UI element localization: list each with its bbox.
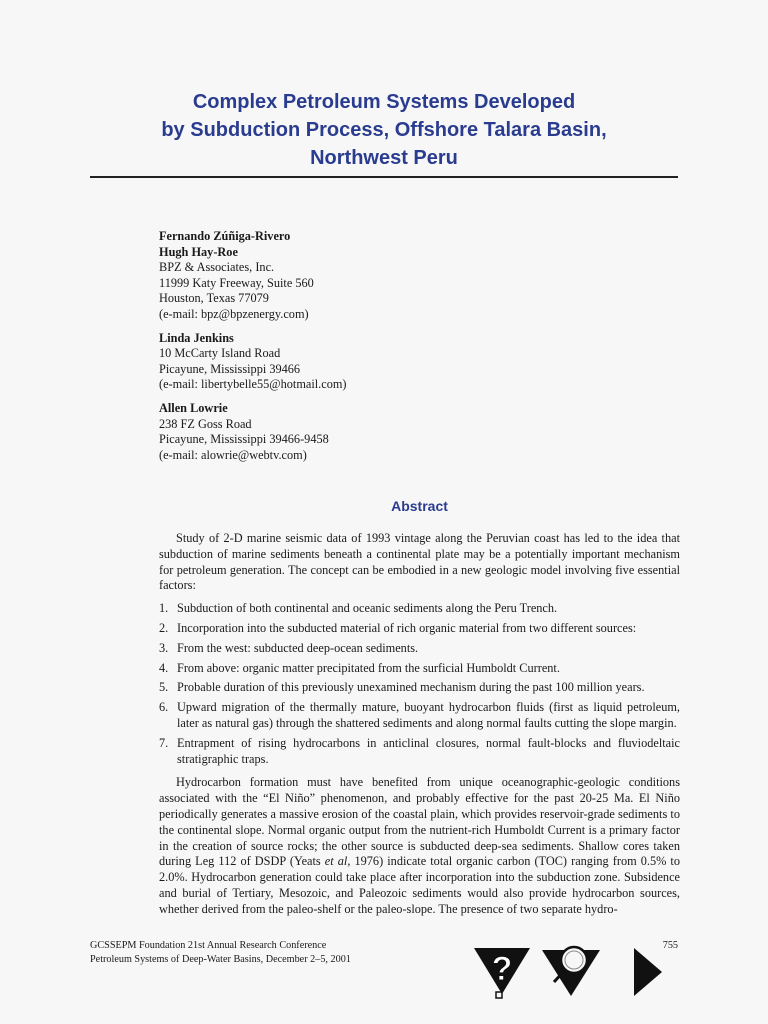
abstract-body (159, 531, 680, 918)
conference-details: Petroleum Systems of Deep-Water Basins, December 2–5, 2001 (90, 954, 351, 965)
list-number: 1. (159, 601, 169, 616)
list-number: 5. (159, 680, 169, 695)
list-text: Incorporation into the subducted material of rich organic material from two different sources: (177, 620, 637, 635)
abstract-paragraph (159, 775, 680, 917)
address-line: 10 McCarty Island Road (159, 346, 281, 361)
email-line: (e-mail: bpz@bpzenergy.com) (159, 306, 309, 321)
list-text: Upward migration of the thermally mature, buoyant hydrocarbon fluids (first as liquid petroleum, later as natural gas) through the shattered sediments and along normal faults cutting the slope margin. (177, 700, 680, 730)
author-group (159, 331, 619, 393)
abstract-intro: Study of 2-D marine seismic data of 1993 vintage along the Peruvian coast has led to the idea that subduction of marine sediments beneath a continental plate may be a potentially important mechanism for petroleum generation. The concept can be embodied in a new geologic model involving five essential factors: (159, 531, 680, 593)
list-text: From the west: subducted deep-ocean sediments. (177, 640, 419, 655)
list-item (159, 700, 680, 732)
affiliation-line: BPZ & Associates, Inc. (159, 260, 275, 275)
svg-text:?: ? (491, 950, 513, 988)
list-item (159, 641, 680, 657)
paragraph-text: Hydrocarbon formation must have benefited from unique oceanographic-geologic conditions associated with the “El Niño” phenomenon, and probably effective for the past 20-25 Ma. El Niño periodically generates a massive erosion of the coastal plain, which provides reservoir-grade sediments to the continental slope. Normal organic output from the nutrient-rich Humboldt Current is a primary factor in the creation of source rocks; the other source is subducted deep-sea sediments. Shallow cores taken during Leg 112 of DSDP (Yeats (159, 775, 680, 869)
address-line: 11999 Katy Freeway, Suite 560 (159, 275, 314, 290)
list-number: 2. (159, 620, 169, 635)
list-number: 4. (159, 660, 169, 675)
author-block (159, 229, 619, 471)
conference-name: GCSSEPM Foundation 21st Annual Research Conference (90, 940, 327, 951)
list-item (159, 601, 680, 617)
title-line: by Subduction Process, Offshore Talara Basin, (161, 119, 607, 141)
list-text: Probable duration of this previously unexamined mechanism during the past 100 million years. (177, 680, 645, 695)
author-name: Linda Jenkins (159, 330, 234, 345)
list-item (159, 680, 680, 696)
address-line: 238 FZ Goss Road (159, 416, 252, 431)
list-text: Subduction of both continental and oceanic sediments along the Peru Trench. (177, 601, 558, 616)
email-line: (e-mail: alowrie@webtv.com) (159, 447, 307, 462)
list-item (159, 621, 680, 637)
email-line: (e-mail: libertybelle55@hotmail.com) (159, 377, 347, 392)
author-group (159, 401, 619, 463)
address-line: Picayune, Mississippi 39466-9458 (159, 432, 329, 447)
search-icon[interactable] (540, 942, 602, 1002)
next-page-icon[interactable] (628, 944, 668, 1002)
author-name: Fernando Zúñiga-Rivero (159, 229, 291, 243)
list-item (159, 736, 680, 768)
title-line: Complex Petroleum Systems Developed (192, 91, 576, 113)
list-text: Entrapment of rising hydrocarbons in anticlinal closures, normal fault-blocks and fluviodeltaic stratigraphic traps. (177, 735, 680, 766)
citation-italic: et al (324, 854, 348, 869)
footer (90, 939, 351, 967)
page-number: 755 (662, 940, 678, 951)
list-number: 3. (159, 640, 169, 655)
author-group (159, 229, 619, 323)
paragraph-text: , 1976) indicate total organic carbon (TOC) ranging from 0.5% to 2.0%. Hydrocarbon generation could take place after incorporation into the subduction zone. Subsidence and burial of Tertiary, Mesozoic, and Paleozoic sediments would also provide hydrocarbon sources, whether derived from the paleo-shelf or the paleo-slope. The presence of two separate hydro- (159, 854, 680, 916)
author-name: Allen Lowrie (159, 400, 228, 415)
list-text: From above: organic matter precipitated from the surficial Humboldt Current. (177, 660, 560, 675)
help-icon[interactable] (472, 944, 532, 1002)
paper-title (90, 88, 678, 172)
address-line: Houston, Texas 77079 (159, 291, 269, 306)
author-name: Hugh Hay-Roe (159, 244, 238, 259)
list-item (159, 661, 680, 677)
address-line: Picayune, Mississippi 39466 (159, 361, 301, 376)
factor-list (159, 601, 680, 767)
title-rule (90, 176, 678, 178)
list-number: 6. (159, 700, 169, 715)
list-number: 7. (159, 735, 169, 750)
title-line: Northwest Peru (310, 147, 458, 169)
abstract-heading: Abstract (391, 498, 448, 514)
